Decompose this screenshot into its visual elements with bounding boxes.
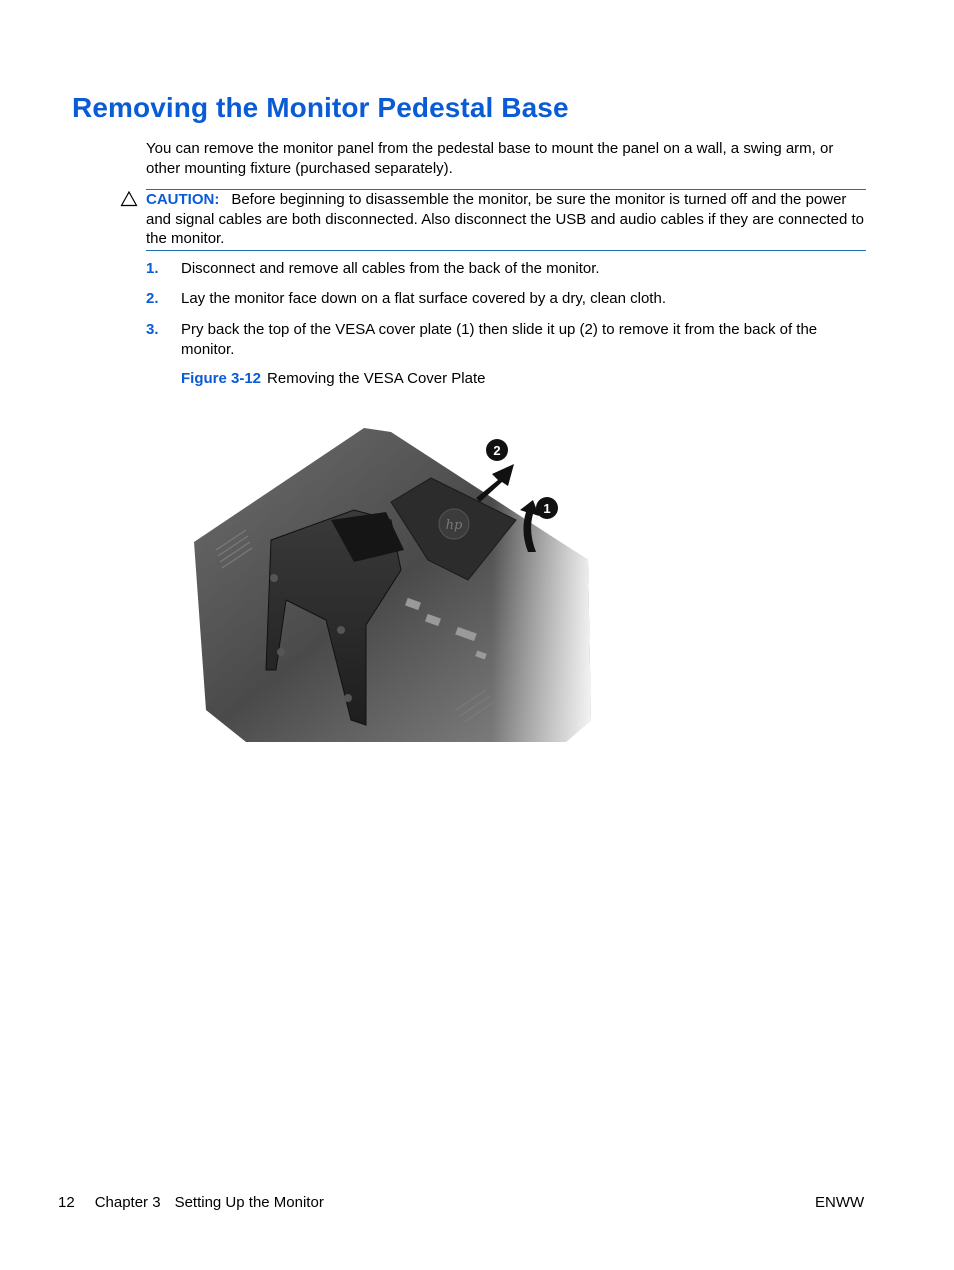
figure-caption (181, 369, 485, 389)
step-number: 3. (146, 321, 159, 338)
figure-label: Figure 3-12 (181, 370, 262, 387)
step-number: 1. (146, 260, 159, 277)
slide-up-arrow-icon (476, 464, 514, 502)
caution-triangle-icon (120, 190, 138, 208)
figure-caption-text: Removing the VESA Cover Plate (267, 370, 486, 387)
step-text: Pry back the top of the VESA cover plate (1) then slide it up (2) to remove it from the back of the monitor. (181, 321, 818, 358)
footer-chapter-title: Setting Up the Monitor (174, 1194, 324, 1211)
callout-2-label: 2 (493, 443, 501, 458)
caution-label: CAUTION: (146, 191, 220, 208)
monitor-illustration (186, 420, 596, 745)
step-item (146, 320, 871, 359)
step-item (146, 259, 871, 279)
step-number: 2. (146, 290, 159, 307)
caution-text: Before beginning to disassemble the monitor, be sure the monitor is turned off and the power and signal cables are both disconnected. Also disconnect the USB and audio cables if they are connected to the monitor. (146, 191, 864, 247)
page-title: Removing the Monitor Pedestal Base (72, 92, 569, 123)
footer-right: ENWW (815, 1194, 865, 1211)
footer-left (58, 1193, 324, 1212)
callout-1-label: 1 (543, 501, 551, 516)
caution-notice (146, 189, 866, 251)
step-text: Lay the monitor face down on a flat surface covered by a dry, clean cloth. (181, 290, 666, 307)
svg-text:hp: hp (445, 518, 463, 533)
step-text: Disconnect and remove all cables from the back of the monitor. (181, 260, 600, 277)
page-number: 12 (58, 1194, 75, 1211)
footer-chapter: Chapter 3 (94, 1194, 161, 1211)
step-item (146, 289, 871, 309)
intro-paragraph: You can remove the monitor panel from the pedestal base to mount the panel on a wall, a swing arm, or other mounting fixture (purchased separately). (146, 140, 834, 177)
